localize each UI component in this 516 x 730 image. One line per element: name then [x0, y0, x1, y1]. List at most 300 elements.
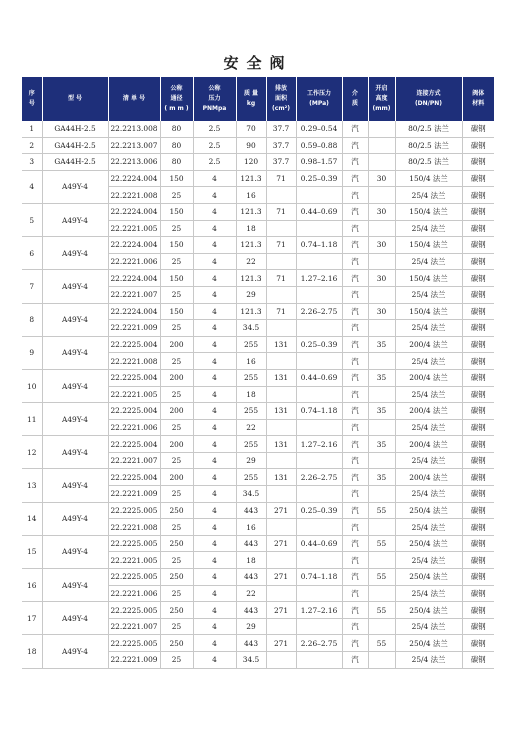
table-cell: 22.2224.004: [108, 270, 160, 287]
table-cell: 22.2225.005: [108, 635, 160, 652]
table-cell: [296, 386, 342, 403]
table-cell: 131: [266, 469, 296, 486]
table-cell: 18: [236, 220, 266, 237]
seq-cell: 7: [22, 270, 42, 303]
table-cell: 35: [368, 369, 395, 386]
table-cell: 22.2224.004: [108, 203, 160, 220]
table-cell: 22.2221.008: [108, 187, 160, 204]
table-cell: 碳钢: [462, 154, 494, 171]
table-cell: 22.2221.005: [108, 552, 160, 569]
table-row: [22, 121, 494, 137]
model-cell: A49Y-4: [42, 602, 108, 635]
table-cell: 碳钢: [462, 369, 494, 386]
table-cell: 443: [236, 535, 266, 552]
table-cell: 150/4 法兰: [395, 237, 462, 254]
col-header: 阀体 材料: [462, 77, 494, 121]
table-cell: 200: [160, 403, 193, 420]
model-cell: A49Y-4: [42, 237, 108, 270]
table-cell: 汽: [342, 403, 368, 420]
table-cell: 30: [368, 237, 395, 254]
table-cell: 30: [368, 303, 395, 320]
table-cell: 25: [160, 187, 193, 204]
table-cell: 4: [193, 353, 236, 370]
model-cell: A49Y-4: [42, 170, 108, 203]
table-cell: 30: [368, 270, 395, 287]
table-cell: 22: [236, 585, 266, 602]
table-cell: 121.3: [236, 203, 266, 220]
table-cell: 150/4 法兰: [395, 203, 462, 220]
table-body: [22, 121, 494, 668]
table-cell: 22.2224.004: [108, 237, 160, 254]
table-cell: [368, 220, 395, 237]
table-row: [22, 569, 494, 586]
table-cell: 碳钢: [462, 552, 494, 569]
table-cell: 16: [236, 187, 266, 204]
model-cell: GA44H-2.5: [42, 121, 108, 137]
table-cell: 121.3: [236, 170, 266, 187]
table-cell: [368, 121, 395, 137]
table-cell: 25/4 法兰: [395, 585, 462, 602]
table-cell: 碳钢: [462, 502, 494, 519]
table-cell: 200: [160, 436, 193, 453]
table-cell: [368, 154, 395, 171]
table-cell: 4: [193, 585, 236, 602]
table-cell: 120: [236, 154, 266, 171]
table-cell: 16: [236, 519, 266, 536]
table-cell: 0.29–0.54: [296, 121, 342, 137]
table-cell: 4: [193, 519, 236, 536]
table-cell: 0.74–1.18: [296, 237, 342, 254]
table-cell: 71: [266, 203, 296, 220]
table-cell: 4: [193, 187, 236, 204]
table-cell: [296, 419, 342, 436]
col-header: 连接方式 (DN/PN): [395, 77, 462, 121]
table-cell: [368, 286, 395, 303]
table-cell: 200/4 法兰: [395, 403, 462, 420]
table-cell: 131: [266, 369, 296, 386]
table-cell: [266, 353, 296, 370]
table-cell: 25/4 法兰: [395, 419, 462, 436]
table-cell: 22.2225.005: [108, 569, 160, 586]
table-cell: 25: [160, 386, 193, 403]
table-cell: 55: [368, 635, 395, 652]
seq-cell: 16: [22, 569, 42, 602]
seq-cell: 18: [22, 635, 42, 668]
table-row: [22, 203, 494, 220]
table-cell: 汽: [342, 303, 368, 320]
table-cell: 碳钢: [462, 635, 494, 652]
table-cell: 22.2221.006: [108, 419, 160, 436]
table-cell: 70: [236, 121, 266, 137]
table-cell: 4: [193, 452, 236, 469]
table-cell: 碳钢: [462, 486, 494, 503]
table-cell: 22.2224.004: [108, 303, 160, 320]
table-cell: 2.26–2.75: [296, 303, 342, 320]
table-cell: 35: [368, 436, 395, 453]
table-cell: 0.25–0.39: [296, 336, 342, 353]
model-cell: A49Y-4: [42, 502, 108, 535]
table-cell: [266, 618, 296, 635]
seq-cell: 9: [22, 336, 42, 369]
table-cell: 汽: [342, 585, 368, 602]
table-cell: 22.2225.005: [108, 535, 160, 552]
page-title: 安全阀: [223, 54, 293, 72]
table-row: [22, 469, 494, 486]
table-cell: 25: [160, 652, 193, 669]
table-cell: 汽: [342, 519, 368, 536]
table-cell: 碳钢: [462, 403, 494, 420]
table-cell: [368, 253, 395, 270]
col-header: 清 单 号: [108, 77, 160, 121]
table-cell: 碳钢: [462, 535, 494, 552]
table-cell: 80/2.5 法兰: [395, 121, 462, 137]
table-cell: 碳钢: [462, 187, 494, 204]
table-cell: 碳钢: [462, 353, 494, 370]
table-cell: 18: [236, 386, 266, 403]
table-cell: 0.74–1.18: [296, 403, 342, 420]
table-cell: 汽: [342, 187, 368, 204]
col-header: 工作压力 (MPa): [296, 77, 342, 121]
table-cell: [296, 253, 342, 270]
seq-cell: 6: [22, 237, 42, 270]
seq-cell: 10: [22, 369, 42, 402]
table-cell: 汽: [342, 386, 368, 403]
table-row: [22, 535, 494, 552]
table-cell: 271: [266, 569, 296, 586]
table-cell: 37.7: [266, 154, 296, 171]
table-cell: 22.2224.004: [108, 170, 160, 187]
table-cell: 汽: [342, 469, 368, 486]
table-cell: 55: [368, 535, 395, 552]
table-cell: [368, 652, 395, 669]
table-cell: 4: [193, 469, 236, 486]
table-cell: 汽: [342, 137, 368, 154]
table-cell: 22.2221.006: [108, 253, 160, 270]
table-cell: 碳钢: [462, 569, 494, 586]
table-cell: 25: [160, 320, 193, 337]
table-cell: 55: [368, 569, 395, 586]
table-cell: [266, 286, 296, 303]
table-cell: [296, 618, 342, 635]
table-cell: 150: [160, 270, 193, 287]
seq-cell: 8: [22, 303, 42, 336]
table-cell: 汽: [342, 618, 368, 635]
table-cell: 碳钢: [462, 652, 494, 669]
table-cell: 汽: [342, 452, 368, 469]
table-cell: 22.2221.005: [108, 220, 160, 237]
table-cell: 25/4 法兰: [395, 187, 462, 204]
table-cell: [296, 519, 342, 536]
table-cell: 碳钢: [462, 519, 494, 536]
table-cell: 4: [193, 419, 236, 436]
header-row: [22, 77, 494, 121]
table-cell: 22.2225.004: [108, 403, 160, 420]
table-cell: 80: [160, 154, 193, 171]
table-cell: 25/4 法兰: [395, 253, 462, 270]
table-cell: 汽: [342, 237, 368, 254]
table-cell: 131: [266, 403, 296, 420]
table-cell: 0.44–0.69: [296, 535, 342, 552]
table-cell: 37.7: [266, 121, 296, 137]
table-cell: [368, 353, 395, 370]
model-cell: GA44H-2.5: [42, 154, 108, 171]
table-cell: 4: [193, 220, 236, 237]
table-cell: 2.5: [193, 121, 236, 137]
table-cell: 汽: [342, 436, 368, 453]
table-cell: 29: [236, 286, 266, 303]
table-cell: [296, 320, 342, 337]
table-cell: 汽: [342, 552, 368, 569]
table-cell: 25: [160, 353, 193, 370]
table-cell: [368, 137, 395, 154]
table-cell: 255: [236, 369, 266, 386]
table-cell: 1.27–2.16: [296, 270, 342, 287]
col-header: 质 量 kg: [236, 77, 266, 121]
table-cell: 25/4 法兰: [395, 618, 462, 635]
col-header: 介 质: [342, 77, 368, 121]
table-cell: 18: [236, 552, 266, 569]
table-cell: [296, 286, 342, 303]
table-cell: 碳钢: [462, 436, 494, 453]
table-row: [22, 602, 494, 619]
table-cell: 汽: [342, 535, 368, 552]
table-cell: 汽: [342, 203, 368, 220]
table-cell: 80: [160, 121, 193, 137]
table-cell: [266, 253, 296, 270]
table-cell: [266, 452, 296, 469]
table-cell: 0.44–0.69: [296, 369, 342, 386]
table-cell: 碳钢: [462, 602, 494, 619]
table-cell: [296, 552, 342, 569]
table-cell: 25: [160, 253, 193, 270]
table-cell: 22.2225.004: [108, 336, 160, 353]
table-cell: 22.2221.009: [108, 486, 160, 503]
table-cell: [296, 220, 342, 237]
table-cell: [296, 486, 342, 503]
table-cell: 250/4 法兰: [395, 602, 462, 619]
model-cell: A49Y-4: [42, 303, 108, 336]
table-cell: 271: [266, 602, 296, 619]
table-cell: [296, 585, 342, 602]
table-cell: 汽: [342, 253, 368, 270]
table-cell: 22.2225.004: [108, 369, 160, 386]
table-cell: 250: [160, 502, 193, 519]
table-cell: [266, 320, 296, 337]
table-cell: 22.2221.008: [108, 353, 160, 370]
table-cell: 250/4 法兰: [395, 569, 462, 586]
table-cell: 碳钢: [462, 419, 494, 436]
table-cell: 碳钢: [462, 121, 494, 137]
table-cell: 255: [236, 436, 266, 453]
valve-spec-table: [22, 77, 494, 669]
table-cell: 4: [193, 369, 236, 386]
table-cell: 2.26–2.75: [296, 635, 342, 652]
seq-cell: 5: [22, 203, 42, 236]
table-row: [22, 170, 494, 187]
table-cell: 71: [266, 270, 296, 287]
table-cell: 150: [160, 203, 193, 220]
table-cell: 37.7: [266, 137, 296, 154]
table-cell: 150: [160, 170, 193, 187]
table-row: [22, 237, 494, 254]
table-row: [22, 270, 494, 287]
table-cell: 80/2.5 法兰: [395, 154, 462, 171]
table-cell: 121.3: [236, 270, 266, 287]
table-cell: 汽: [342, 270, 368, 287]
table-cell: 碳钢: [462, 137, 494, 154]
table-cell: 25: [160, 286, 193, 303]
table-cell: [368, 386, 395, 403]
table-cell: 碳钢: [462, 237, 494, 254]
table-cell: 25: [160, 452, 193, 469]
table-row: [22, 502, 494, 519]
table-row: [22, 369, 494, 386]
table-cell: 131: [266, 436, 296, 453]
table-cell: 0.59–0.88: [296, 137, 342, 154]
table-cell: 34.5: [236, 320, 266, 337]
table-cell: [266, 187, 296, 204]
table-cell: 碳钢: [462, 220, 494, 237]
table-cell: 35: [368, 336, 395, 353]
table-cell: 22.2221.007: [108, 618, 160, 635]
model-cell: A49Y-4: [42, 535, 108, 568]
table-row: [22, 303, 494, 320]
table-cell: 30: [368, 203, 395, 220]
table-cell: 150: [160, 237, 193, 254]
table-cell: 碳钢: [462, 203, 494, 220]
table-cell: 150/4 法兰: [395, 270, 462, 287]
table-cell: 200: [160, 469, 193, 486]
table-cell: 汽: [342, 369, 368, 386]
table-cell: 4: [193, 436, 236, 453]
table-cell: 25/4 法兰: [395, 320, 462, 337]
table-cell: 2.5: [193, 137, 236, 154]
table-cell: 4: [193, 303, 236, 320]
seq-cell: 11: [22, 403, 42, 436]
table-cell: 0.74–1.18: [296, 569, 342, 586]
table-cell: 22.2221.009: [108, 320, 160, 337]
table-cell: 443: [236, 635, 266, 652]
table-cell: 34.5: [236, 486, 266, 503]
table-cell: 29: [236, 452, 266, 469]
table-cell: 4: [193, 203, 236, 220]
table-cell: 22.2221.009: [108, 652, 160, 669]
table-cell: 150: [160, 303, 193, 320]
table-cell: 22.2213.008: [108, 121, 160, 137]
table-cell: 16: [236, 353, 266, 370]
table-cell: 碳钢: [462, 386, 494, 403]
table-cell: 4: [193, 569, 236, 586]
table-cell: [368, 486, 395, 503]
table-cell: 250/4 法兰: [395, 502, 462, 519]
table-cell: 443: [236, 569, 266, 586]
table-cell: [368, 618, 395, 635]
table-cell: 4: [193, 618, 236, 635]
table-cell: 4: [193, 237, 236, 254]
table-cell: 22.2213.007: [108, 137, 160, 154]
table-cell: 汽: [342, 569, 368, 586]
table-cell: 250: [160, 635, 193, 652]
table-cell: 22.2221.008: [108, 519, 160, 536]
table-cell: 1.27–2.16: [296, 602, 342, 619]
table-cell: 4: [193, 502, 236, 519]
table-cell: 90: [236, 137, 266, 154]
table-cell: 22.2225.005: [108, 602, 160, 619]
table-cell: 碳钢: [462, 303, 494, 320]
table-cell: 碳钢: [462, 585, 494, 602]
table-cell: 4: [193, 320, 236, 337]
table-cell: 29: [236, 618, 266, 635]
table-cell: 25: [160, 585, 193, 602]
model-cell: A49Y-4: [42, 203, 108, 236]
table-cell: 25/4 法兰: [395, 286, 462, 303]
table-cell: 汽: [342, 602, 368, 619]
table-row: [22, 403, 494, 420]
table-cell: 250: [160, 602, 193, 619]
table-cell: [266, 552, 296, 569]
table-cell: 71: [266, 237, 296, 254]
table-cell: [266, 419, 296, 436]
table-cell: 25/4 法兰: [395, 386, 462, 403]
table-cell: 35: [368, 469, 395, 486]
table-cell: [368, 187, 395, 204]
table-cell: 22.2225.004: [108, 436, 160, 453]
table-cell: 1.27–2.16: [296, 436, 342, 453]
table-cell: 35: [368, 403, 395, 420]
table-cell: 汽: [342, 320, 368, 337]
table-cell: 22: [236, 419, 266, 436]
table-cell: 25/4 法兰: [395, 552, 462, 569]
table-cell: 0.25–0.39: [296, 502, 342, 519]
seq-cell: 15: [22, 535, 42, 568]
seq-cell: 3: [22, 154, 42, 171]
table-cell: 汽: [342, 353, 368, 370]
table-cell: 271: [266, 535, 296, 552]
model-cell: A49Y-4: [42, 403, 108, 436]
col-header: 型 号: [42, 77, 108, 121]
table-cell: 200: [160, 369, 193, 386]
table-cell: 200: [160, 336, 193, 353]
table-cell: 131: [266, 336, 296, 353]
seq-cell: 2: [22, 137, 42, 154]
table-cell: 34.5: [236, 652, 266, 669]
model-cell: A49Y-4: [42, 635, 108, 668]
table-cell: 碳钢: [462, 336, 494, 353]
table-cell: 碳钢: [462, 320, 494, 337]
table-cell: 汽: [342, 336, 368, 353]
table-cell: 200/4 法兰: [395, 336, 462, 353]
table-cell: 4: [193, 253, 236, 270]
table-cell: 4: [193, 552, 236, 569]
table-cell: 22.2221.006: [108, 585, 160, 602]
seq-cell: 12: [22, 436, 42, 469]
table-cell: 碳钢: [462, 469, 494, 486]
col-header: 开启 高度 (mm): [368, 77, 395, 121]
table-cell: 碳钢: [462, 253, 494, 270]
table-cell: 80/2.5 法兰: [395, 137, 462, 154]
table-cell: 22.2221.007: [108, 452, 160, 469]
table-cell: 4: [193, 602, 236, 619]
table-cell: 0.98–1.57: [296, 154, 342, 171]
model-cell: A49Y-4: [42, 369, 108, 402]
col-header: 公称 通径 ( m m ): [160, 77, 193, 121]
table-cell: 121.3: [236, 237, 266, 254]
table-cell: 汽: [342, 419, 368, 436]
table-row: [22, 137, 494, 154]
table-cell: 22: [236, 253, 266, 270]
table-cell: 25/4 法兰: [395, 353, 462, 370]
table-row: [22, 154, 494, 171]
